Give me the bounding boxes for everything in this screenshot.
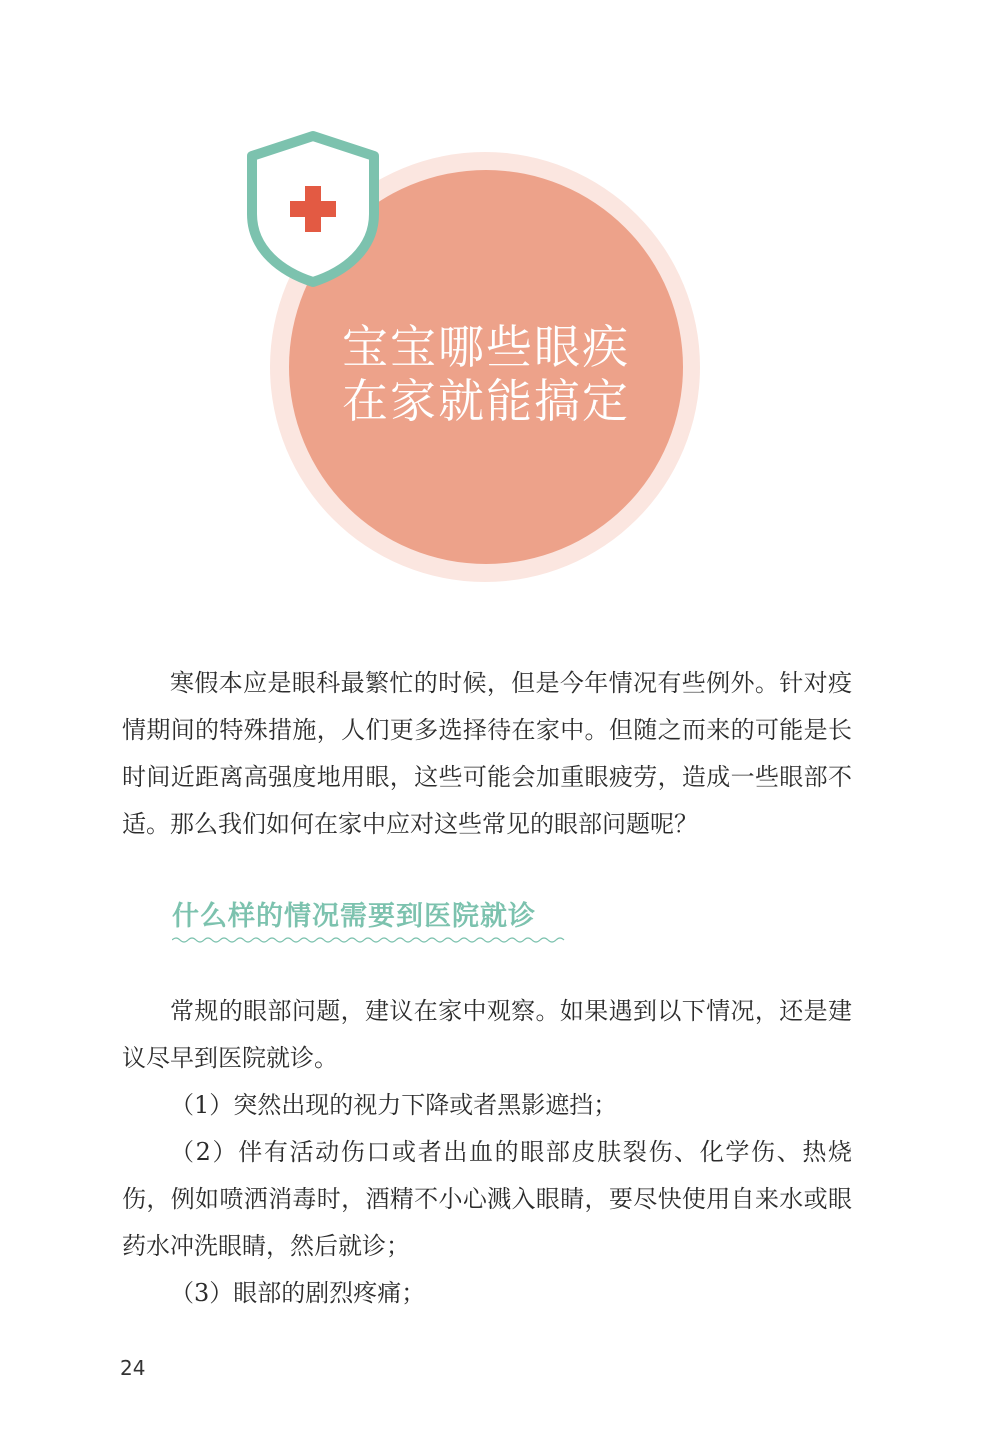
chapter-title xyxy=(289,320,683,428)
chapter-title-line-2: 在家就能搞定 xyxy=(342,374,630,428)
section-heading: 什么样的情况需要到医院就诊 xyxy=(172,901,536,932)
chapter-title-line-1: 宝宝哪些眼疾 xyxy=(342,320,630,374)
list-item: （2）伴有活动伤口或者出血的眼部皮肤裂伤、化学伤、热烧伤，例如喷洒消毒时，酒精不小心溅入眼睛，要尽快使用自来水或眼药水冲洗眼睛，然后就诊； xyxy=(122,1138,852,1260)
section-heading-wavy-underline xyxy=(172,936,568,944)
list-item: （3）眼部的剧烈疼痛； xyxy=(170,1279,426,1307)
chapter-hero xyxy=(0,0,1000,600)
medical-shield-icon xyxy=(244,130,382,288)
list-item: （1）突然出现的视力下降或者黑影遮挡； xyxy=(170,1091,618,1119)
section-body-paragraph: 常规的眼部问题，建议在家中观察。如果遇到以下情况，还是建议尽早到医院就诊。 xyxy=(122,997,852,1072)
page-number: 24 xyxy=(120,1356,146,1380)
intro-paragraph: 寒假本应是眼科最繁忙的时候，但是今年情况有些例外。针对疫情期间的特殊措施，人们更多选择待在家中。但随之而来的可能是长时间近距离高强度地用眼，这些可能会加重眼疲劳，造成一些眼部不适。那么我们如何在家中应对这些常见的眼部问题呢？ xyxy=(122,669,852,838)
